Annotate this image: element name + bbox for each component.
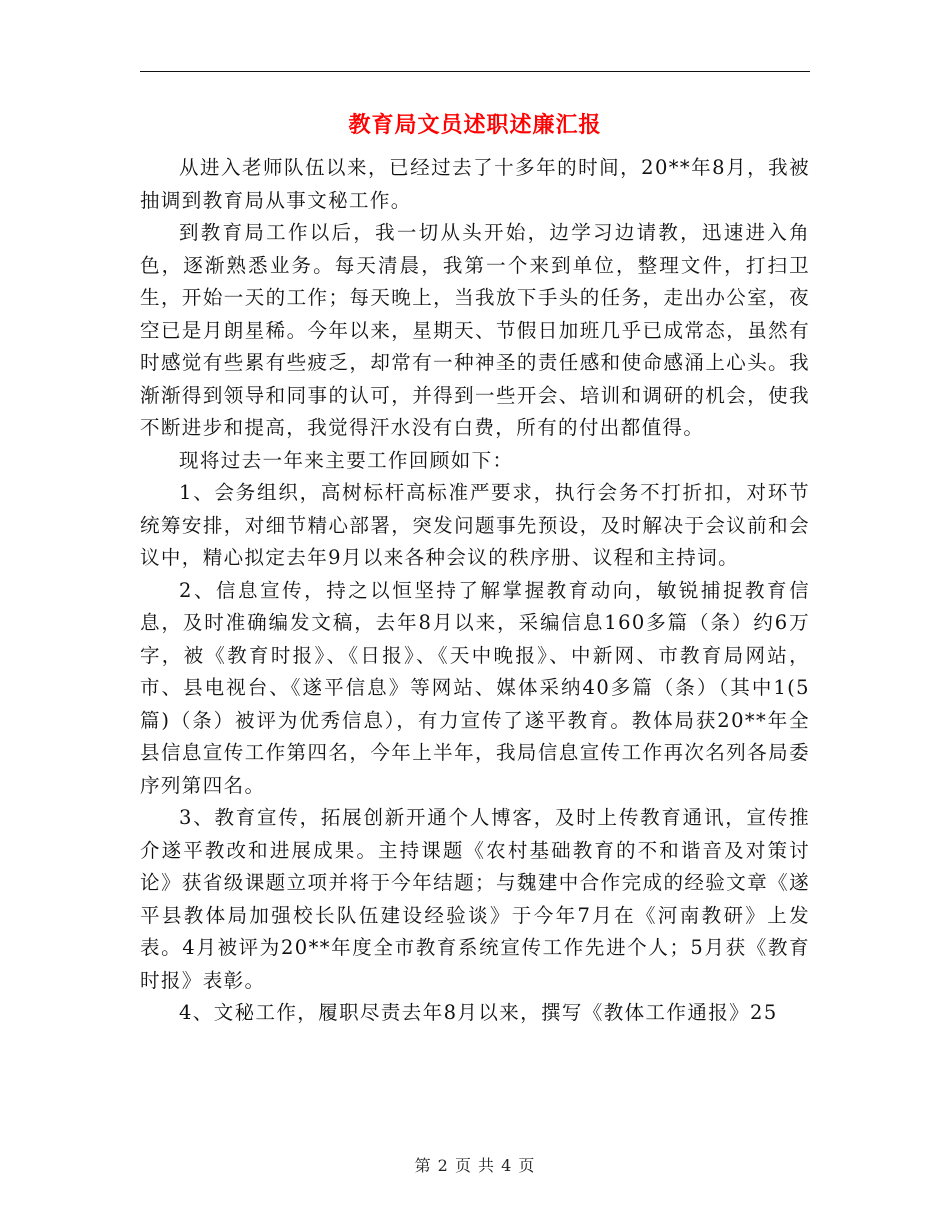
paragraph-item-3: 3、教育宣传，拓展创新开通个人博客，及时上传教育通讯，宣传推介遂平教改和进展成果。主持课题《农村基础教育的不和谐音及对策讨论》获省级课题立项并将于今年结题；与魏建中合作完成的经验文章《遂平县教体局加强校长队伍建设经验谈》于今年7月在《河南教研》上发表。4月被评为20**年度全市教育系统宣传工作先进个人；5月获《教育时报》表彰。 [140,806,810,992]
header-rule [140,71,810,72]
document-body [140,152,810,1030]
paragraph-work-start: 到教育局工作以后，我一切从头开始，边学习边请教，迅速进入角色，逐渐熟悉业务。每天清晨，我第一个来到单位，整理文件，打扫卫生，开始一天的工作；每天晚上，当我放下手头的任务，走出办公室，夜空已是月朗星稀。今年以来，星期天、节假日加班几乎已成常态，虽然有时感觉有些累有些疲乏，却常有一种神圣的责任感和使命感涌上心头。我渐渐得到领导和同事的认可，并得到一些开会、培训和调研的机会，使我不断进步和提高，我觉得汗水没有白费，所有的付出都值得。 [140,221,810,439]
paragraph-item-1: 1、会务组织，高树标杆高标准严要求，执行会务不打折扣，对环节统筹安排，对细节精心部署，突发问题事先预设，及时解决于会议前和会议中，精心拟定去年9月以来各种会议的秩序册、议程和主持词。 [140,481,810,569]
paragraph-intro: 从进入老师队伍以来，已经过去了十多年的时间，20**年8月，我被抽调到教育局从事文秘工作。 [140,156,810,212]
document-title: 教育局文员述职述廉汇报 [348,113,602,138]
paragraph-review-lead: 现将过去一年来主要工作回顾如下： [179,448,514,472]
paragraph-item-2: 2、信息宣传，持之以恒坚持了解掌握教育动向，敏锐捕捉教育信息，及时准确编发文稿，去年8月以来，采编信息160多篇（条）约6万字，被《教育时报》、《日报》、《天中晚报》、中新网、市教育局网站，市、县电视台、《遂平信息》等网站、媒体采纳40多篇（条）（其中1(5篇)（条）被评为优秀信息），有力宣传了遂平教育。教体局获20**年全县信息宣传工作第四名，今年上半年，我局信息宣传工作再次名列各局委序列第四名。 [140,578,810,797]
page-number: 第 2 页 共 4 页 [414,1156,536,1175]
paragraph-item-4: 4、文秘工作，履职尽责去年8月以来，撰写《教体工作通报》25 [179,1001,778,1024]
